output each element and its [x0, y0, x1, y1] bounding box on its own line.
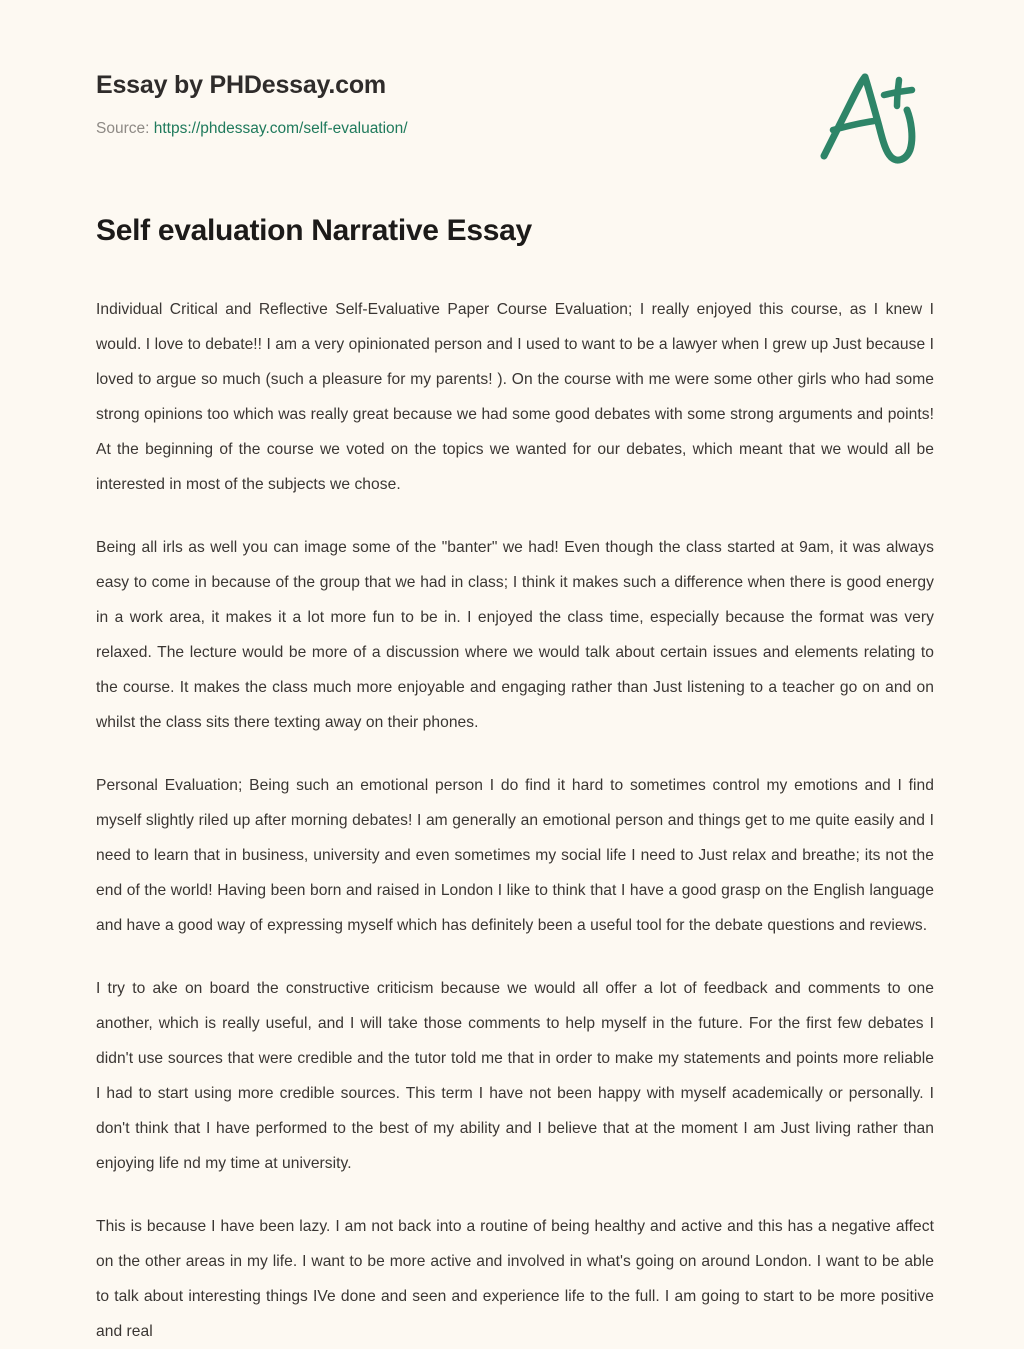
- article: [96, 212, 934, 1349]
- brand-block: [96, 70, 716, 139]
- paragraph: Personal Evaluation; Being such an emotional person I do find it hard to sometimes control my emotions and I find myself slightly riled up after morning debates! I am generally an emotional person and things get to me quite easily and I need to learn that in business, university and even sometimes my social life I need to Just relax and breathe; its not the end of the world! Having been born and raised in London I like to think that I have a good grasp on the English language and have a good way of expressing myself which has definitely been a useful tool for the debate questions and reviews.: [96, 776, 934, 934]
- brand-title: Essay by PHDessay.com: [96, 71, 386, 99]
- source-url-link[interactable]: https://phdessay.com/self-evaluation/: [153, 120, 408, 137]
- a-plus-logo-icon: [812, 64, 927, 169]
- paragraph: Being all irls as well you can image some of the "banter" we had! Even though the class started at 9am, it was always easy to come in because of the group that we had in class; I think it makes such a difference when there is good energy in a work area, it makes it a lot more fun to be in. I enjoyed the class time, especially because the format was very relaxed. The lecture would be more of a discussion where we would talk about certain issues and elements relating to the course. It makes the class much more enjoyable and engaging rather than Just listening to a teacher go on and on whilst the class sits there texting away on their phones.: [96, 538, 934, 731]
- paragraph: This is because I have been lazy. I am not back into a routine of being healthy and active and this has a negative affect on the other areas in my life. I want to be more active and involved in what's going on around London. I want to be able to talk about interesting things IVe done and seen and experience life to the full. I am going to start to be more positive and real: [96, 1217, 934, 1340]
- source-line: [96, 120, 716, 139]
- page-title: Self evaluation Narrative Essay: [96, 214, 532, 247]
- source-label: Source:: [96, 120, 150, 137]
- page-header: [0, 0, 1024, 190]
- paragraph: I try to ake on board the constructive criticism because we would all offer a lot of feedback and comments to one another, which is really useful, and I will take those comments to help myself in the future. For the first few debates I didn't use sources that were credible and the tutor told me that in order to make my statements and points more reliable I had to start using more credible sources. This term I have not been happy with myself academically or personally. I don't think that I have performed to the best of my ability and I believe that at the moment I am Just living rather than enjoying life nd my time at university.: [96, 979, 934, 1172]
- paragraph: Individual Critical and Reflective Self-Evaluative Paper Course Evaluation; I really enjoyed this course, as I knew I would. I love to debate!! I am a very opinionated person and I used to want to be a lawyer when I grew up Just because I loved to argue so much (such a pleasure for my parents! ). On the course with me were some other girls who had some strong opinions too which was really great because we had some good debates with some strong arguments and points! At the beginning of the course we voted on the topics we wanted for our debates, which meant that we would all be interested in most of the subjects we chose.: [96, 300, 934, 493]
- article-body: [96, 292, 934, 1349]
